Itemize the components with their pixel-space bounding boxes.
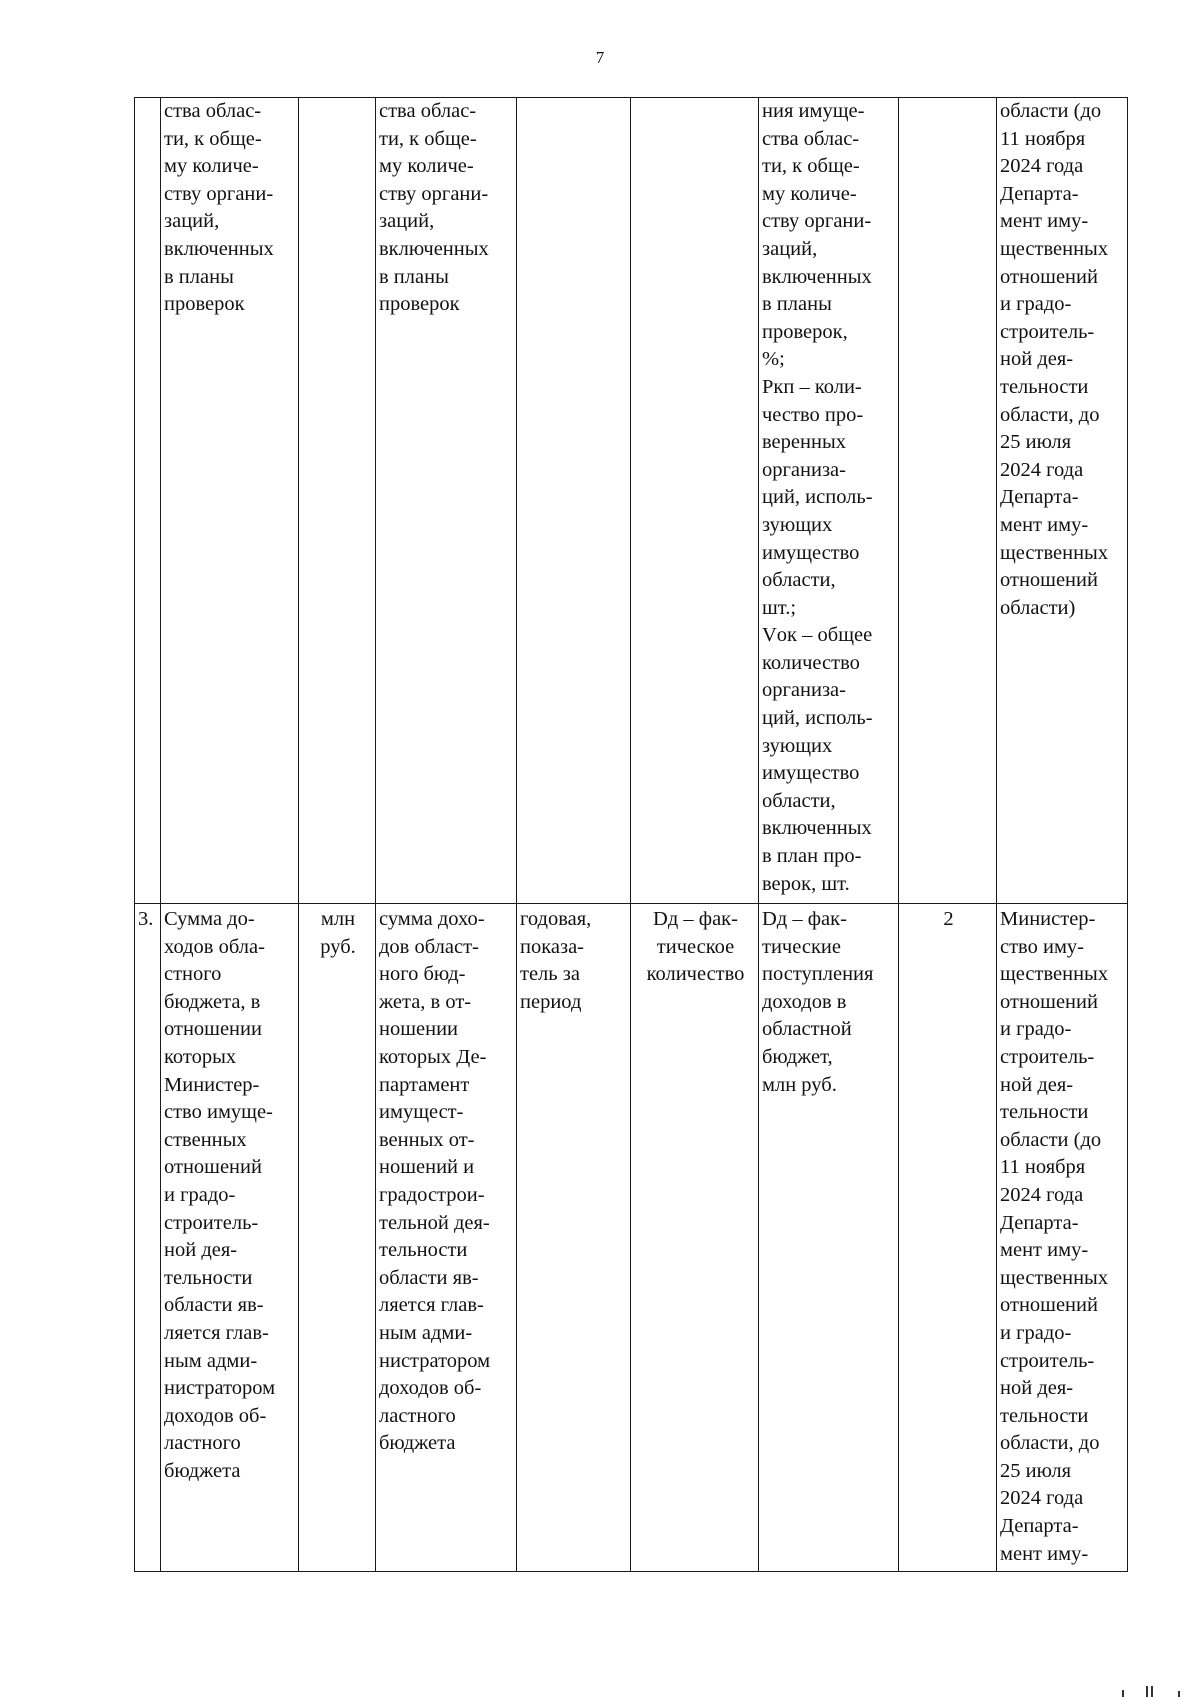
cell-unit bbox=[299, 98, 376, 904]
cell-indicator-name: Сумма до- ходов обла- стного бюджета, в отношении которых Министер- ство имуще- ственных отношений и градо- строитель- ной дея- тельности области яв- ляется глав- ным адми- нистратором доходов об- ластного бюджета bbox=[161, 904, 299, 1572]
cell-calculation-method: ния имуще- ства облас- ти, к обще- му количе- ству органи- заций, включенных в планы проверок, %; Ркп – коли- чество про- веренных организа- ций, исполь- зующих имущество области, шт.; Vок – общее количество организа- ций, исполь- зующих имущество области, включенных в план про- верок, шт. bbox=[759, 98, 899, 904]
indicators-table bbox=[134, 97, 1128, 1572]
table-row-continued bbox=[135, 98, 1128, 904]
cell-number: 3. bbox=[135, 904, 161, 1572]
cell-periodicity: годовая, показа- тель за период bbox=[517, 904, 631, 1572]
cell-method-code bbox=[899, 98, 997, 904]
table-row-3 bbox=[135, 904, 1128, 1572]
scan-edge-marks bbox=[1122, 1686, 1182, 1697]
cell-responsible: Министер- ство иму- щественных отношений и градо- строитель- ной дея- тельности области (до 11 ноября 2024 года Департа- мент иму- щественных отношений и градо- строитель- ной дея- тельности области, до 25 июля 2024 года Департа- мент иму- bbox=[997, 904, 1128, 1572]
cell-responsible: области (до 11 ноября 2024 года Департа- мент иму- щественных отношений и градо- строитель- ной дея- тельности области, до 25 июля 2024 года Департа- мент иму- щественных отношений области) bbox=[997, 98, 1128, 904]
cell-unit: млн руб. bbox=[299, 904, 376, 1572]
cell-number bbox=[135, 98, 161, 904]
cell-calculation-method: Dд – фак- тические поступления доходов в областной бюджет, млн руб. bbox=[759, 904, 899, 1572]
cell-indicator-name: ства облас- ти, к обще- му количе- ству органи- заций, включенных в планы проверок bbox=[161, 98, 299, 904]
page-number: 7 bbox=[595, 48, 605, 67]
cell-basic-indicator bbox=[631, 98, 759, 904]
cell-definition: ства облас- ти, к обще- му количе- ству органи- заций, включенных в планы проверок bbox=[376, 98, 517, 904]
cell-periodicity bbox=[517, 98, 631, 904]
cell-definition: сумма дохо- дов област- ного бюд- жета, в от- ношении которых Де- партамент имущест- венных от- ношений и градострои- тельной дея- тельности области яв- ляется глав- ным адми- нистратором доходов об- ластного бюджета bbox=[376, 904, 517, 1572]
cell-basic-indicator: Dд – фак- тическое количество bbox=[631, 904, 759, 1572]
cell-method-code: 2 bbox=[899, 904, 997, 1572]
